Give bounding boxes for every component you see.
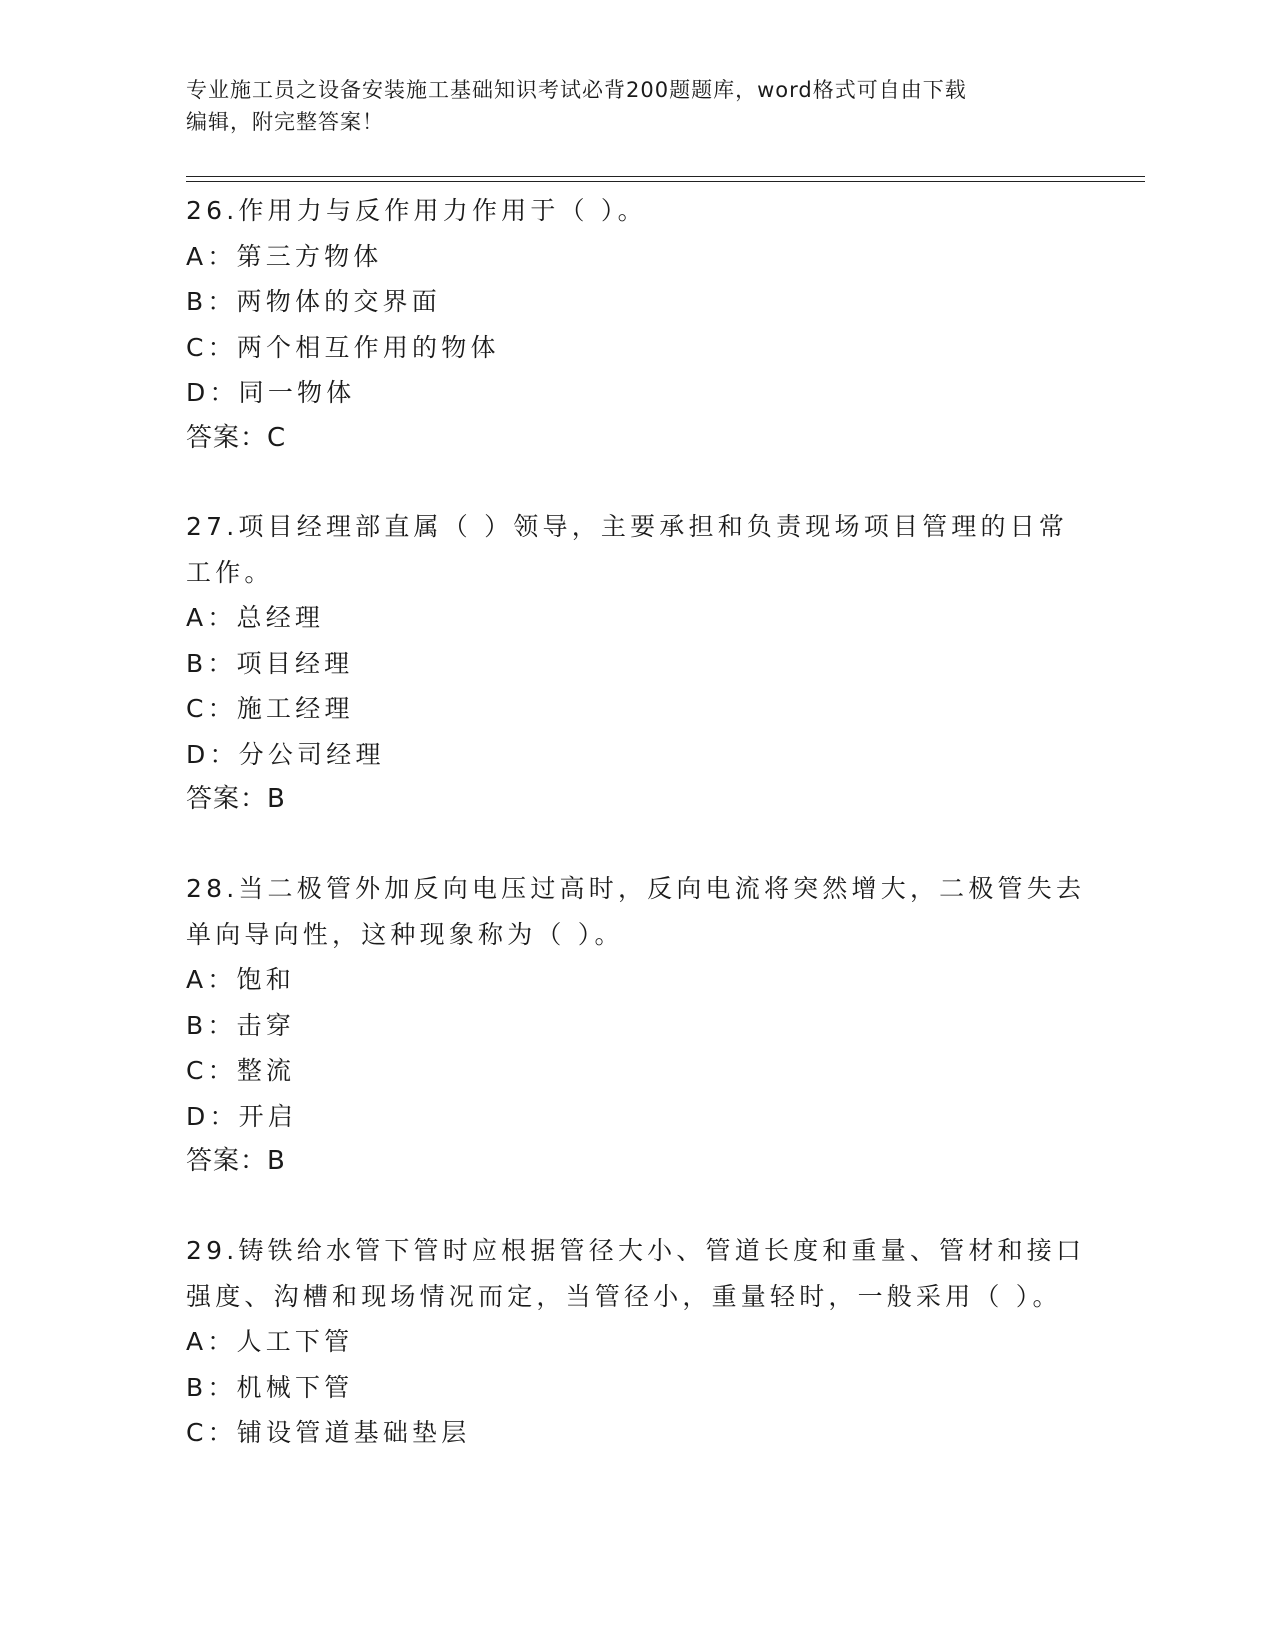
answer: 答案：B [186,784,286,814]
option-c: C：两个相互作用的物体 [186,332,500,362]
option-c: C：整流 [186,1056,296,1085]
option-b: B：项目经理 [186,648,354,678]
question-stem-line-2: 强度、沟槽和现场情况而定，当管径小，重量轻时，一般采用（ ）。 [186,1281,1062,1311]
header-divider-bottom [186,181,1145,182]
option-a: A：总经理 [186,603,325,632]
answer: 答案：B [186,1146,286,1176]
question-26 [186,188,1086,461]
question-stem-line-1: 28.当二极管外加反向电压过高时，反向电流将突然增大，二极管失去 [186,874,1086,903]
option-a: A：人工下管 [186,1327,354,1356]
question-28 [186,866,1086,1185]
question-stem-line-1: 29.铸铁给水管下管时应根据管径大小、管道长度和重量、管材和接口 [186,1236,1086,1265]
option-b: B：两物体的交界面 [186,287,441,316]
option-a: A：饱和 [186,965,295,994]
option-b: B：击穿 [186,1010,295,1040]
answer: 答案：C [186,422,287,453]
header-divider-top [186,176,1145,177]
option-c: C：铺设管道基础垫层 [186,1418,471,1447]
document-header [186,74,1086,138]
header-line-1: 专业施工员之设备安装施工基础知识考试必背200题题库，word格式可自由下载 [186,78,967,102]
question-stem-line-1: 27.项目经理部直属（ ）领导，主要承担和负责现场项目管理的日常 [186,512,1069,541]
option-d: D：同一物体 [186,378,356,407]
option-c: C：施工经理 [186,694,354,723]
question-stem-line-2: 工作。 [186,557,274,587]
option-d: D：开启 [186,1101,298,1131]
question-29 [186,1228,1086,1456]
question-stem: 26.作用力与反作用力作用于（ ）。 [186,196,647,225]
header-line-2: 编辑，附完整答案！ [186,110,384,134]
option-a: A：第三方物体 [186,241,383,271]
option-b: B：机械下管 [186,1372,354,1402]
question-stem-line-2: 单向导向性，这种现象称为（ ）。 [186,919,624,949]
question-27 [186,504,1086,823]
option-d: D：分公司经理 [186,739,385,769]
